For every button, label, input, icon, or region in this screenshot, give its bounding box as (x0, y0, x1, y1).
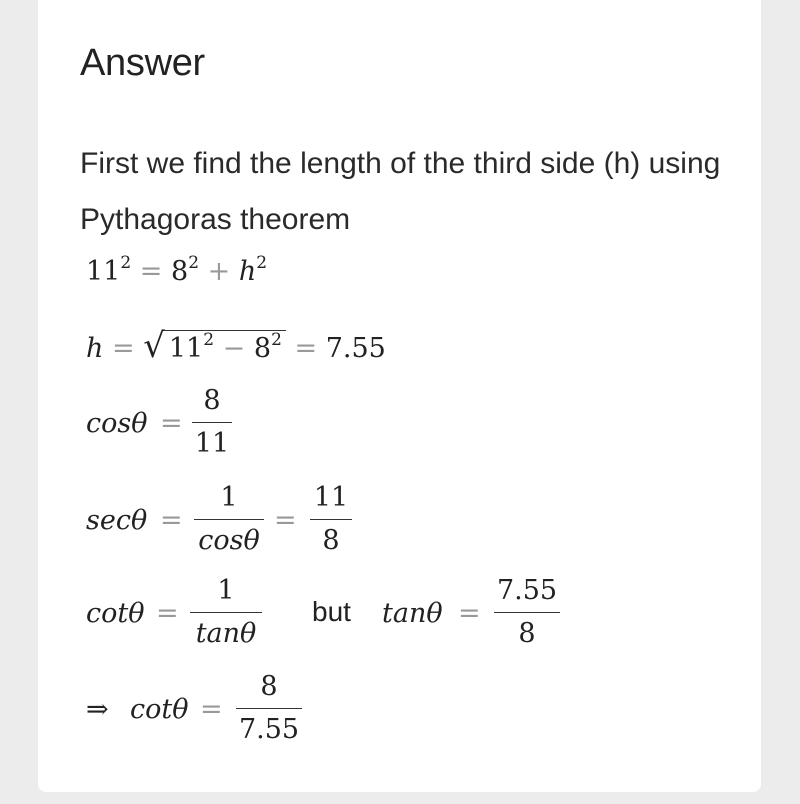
eq4-fraction-1 (194, 481, 264, 558)
eq4-equals-2: = (274, 505, 297, 536)
eq5-lhs-2: tanθ (382, 598, 443, 629)
eq2-r2: 8 (253, 333, 272, 364)
eq4-bar1 (194, 519, 264, 520)
sqrt-symbol: √ (143, 326, 165, 366)
eq4-equals: = (160, 505, 183, 536)
eq1-equals: = (139, 256, 163, 287)
eq4-lhs: secθ (86, 505, 148, 536)
eq2-r1-exp: 2 (203, 330, 215, 350)
eq4-num2: 11 (313, 482, 349, 513)
eq5-equals-2: = (458, 598, 481, 629)
eq1-a: 11 (86, 256, 121, 287)
equation-h (86, 326, 386, 366)
eq2-minus: − (222, 333, 246, 364)
eq5-equals: = (156, 598, 179, 629)
eq3-den: 11 (194, 428, 230, 459)
eq3-lhs: cosθ (86, 408, 148, 439)
eq6-den: 7.55 (238, 714, 300, 745)
eq3-bar (192, 422, 232, 423)
eq1-b: 8 (171, 256, 189, 287)
eq4-num1: 1 (220, 482, 238, 513)
eq2-r1: 11 (168, 333, 204, 364)
eq4-fraction-2 (310, 481, 352, 558)
eq1-b-exp: 2 (188, 253, 200, 273)
eq2-h: h (86, 333, 104, 364)
intro-text: First we find the length of the third side (h) using Pythagoras theorem (80, 147, 721, 236)
eq2-equals-2: = (294, 333, 318, 364)
answer-heading: Answer (80, 42, 205, 84)
eq5-num1: 1 (217, 575, 235, 606)
eq5-lhs: cotθ (86, 598, 145, 629)
eq5-den2: 8 (518, 618, 536, 649)
eq3-fraction (192, 384, 232, 461)
eq4-den2: 8 (322, 525, 340, 556)
eq5-bar2 (494, 612, 560, 613)
answer-card (38, 0, 761, 792)
eq3-equals: = (160, 408, 183, 439)
eq4-den1: cosθ (198, 525, 260, 556)
eq4-bar2 (310, 519, 352, 520)
eq2-result: 7.55 (325, 333, 386, 364)
eq6-fraction (236, 670, 302, 747)
eq1-c-exp: 2 (256, 253, 268, 273)
eq6-arrow: ⇒ (86, 694, 109, 725)
eq5-fraction-2 (494, 574, 560, 651)
eq6-lhs: cotθ (130, 694, 189, 725)
eq5-fraction-1 (190, 574, 262, 651)
eq5-den1: tanθ (195, 618, 257, 649)
eq1-plus: + (207, 256, 231, 287)
eq6-num: 8 (260, 671, 278, 702)
eq5-but: but (312, 596, 351, 627)
eq5-bar1 (190, 612, 262, 613)
eq1-h: h (238, 256, 257, 287)
eq2-r2-exp: 2 (271, 330, 282, 350)
eq2-equals: = (111, 333, 135, 364)
eq6-equals: = (200, 694, 223, 725)
eq1-a-exp: 2 (120, 253, 132, 273)
equation-pythagoras (86, 253, 268, 287)
sqrt-radicand (165, 330, 286, 364)
eq6-bar (236, 708, 302, 709)
eq5-num2: 7.55 (496, 575, 558, 606)
eq3-num: 8 (203, 385, 221, 416)
